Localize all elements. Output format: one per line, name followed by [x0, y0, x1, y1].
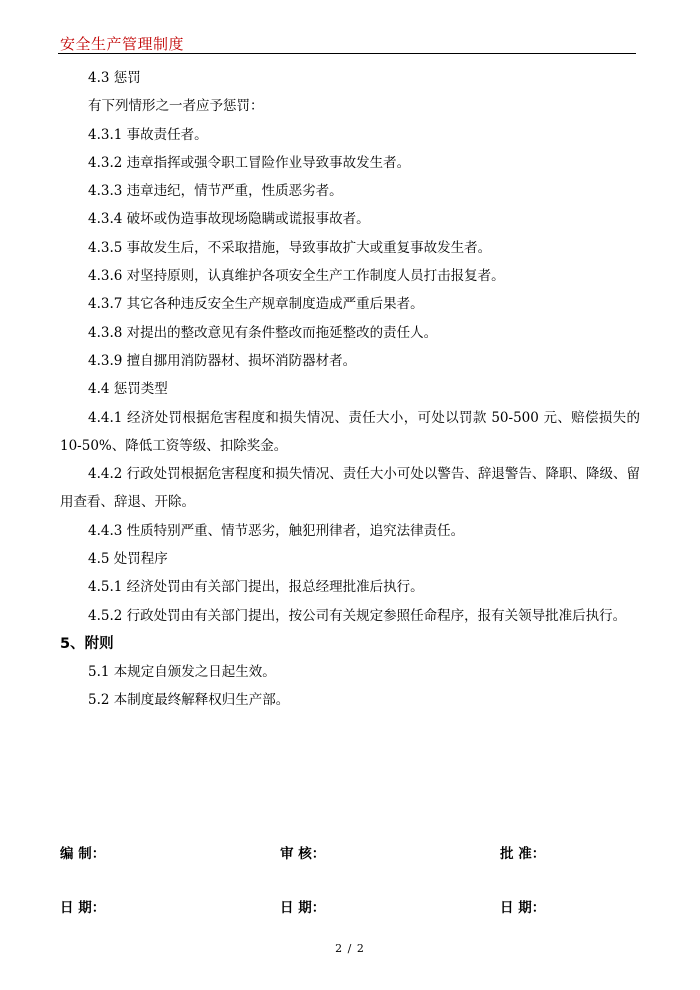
document-body	[60, 64, 640, 715]
clause-4-5-2: 4.5.2 行政处罚由有关部门提出，按公司有关规定参照任命程序，报有关领导批准后执行。	[88, 607, 627, 624]
clause-4-3-5: 4.3.5 事故发生后，不采取措施，导致事故扩大或重复事故发生者。	[88, 239, 492, 256]
approved-date-label: 日 期：	[500, 900, 546, 916]
clause-4-5-heading: 4.5 处罚程序	[88, 551, 168, 568]
clause-4-3-1: 4.3.1 事故责任者。	[88, 126, 208, 143]
approved-by-label: 批 准：	[500, 846, 546, 862]
clause-4-3-9: 4.3.9 擅自挪用消防器材、损坏消防器材者。	[88, 352, 357, 369]
clause-4-5-1: 4.5.1 经济处罚由有关部门提出，报总经理批准后执行。	[88, 579, 424, 596]
clause-4-4-2: 4.4.2 行政处罚根据危害程度和损失情况、责任大小可处以警告、辞退警告、降职、降级、留用查看、辞退、开除。	[60, 466, 640, 511]
signature-row-approvers	[60, 842, 640, 862]
header-divider	[58, 53, 636, 54]
clause-4-4-3: 4.4.3 性质特别严重、情节恶劣，触犯刑律者，追究法律责任。	[88, 522, 465, 539]
compiled-date-label: 日 期：	[60, 900, 106, 916]
section-5-heading: 5、附则	[60, 635, 114, 652]
compiled-by-label: 编 制：	[60, 846, 106, 862]
document-header-title: 安全生产管理制度	[60, 35, 185, 53]
clause-5-1: 5.1 本规定自颁发之日起生效。	[88, 663, 276, 680]
clause-4-4-heading: 4.4 惩罚类型	[88, 381, 168, 398]
clause-4-3-7: 4.3.7 其它各种违反安全生产规章制度造成严重后果者。	[88, 296, 424, 313]
clause-4-3-6: 4.3.6 对坚持原则，认真维护各项安全生产工作制度人员打击报复者。	[88, 268, 505, 285]
clause-4-3-heading: 4.3 惩罚	[88, 70, 141, 86]
signature-row-dates	[60, 896, 640, 916]
reviewed-date-label: 日 期：	[280, 900, 326, 916]
clause-4-3-4: 4.3.4 破坏或伪造事故现场隐瞒或谎报事故者。	[88, 211, 370, 228]
clause-4-4-1: 4.4.1 经济处罚根据危害程度和损失情况、责任大小，可处以罚款 50-500 元、赔偿损失的 10-50%、降低工资等级、扣除奖金。	[60, 409, 640, 454]
reviewed-by-label: 审 核：	[280, 846, 326, 862]
clause-4-3-8: 4.3.8 对提出的整改意见有条件整改而拖延整改的责任人。	[88, 324, 438, 341]
clause-4-3-intro: 有下列情形之一者应予惩罚：	[88, 98, 264, 115]
clause-4-3-2: 4.3.2 违章指挥或强令职工冒险作业导致事故发生者。	[88, 154, 411, 171]
page-number: 2 / 2	[335, 942, 365, 955]
clause-4-3-3: 4.3.3 违章违纪，情节严重，性质恶劣者。	[88, 183, 343, 200]
clause-5-2: 5.2 本制度最终解释权归生产部。	[88, 692, 290, 709]
